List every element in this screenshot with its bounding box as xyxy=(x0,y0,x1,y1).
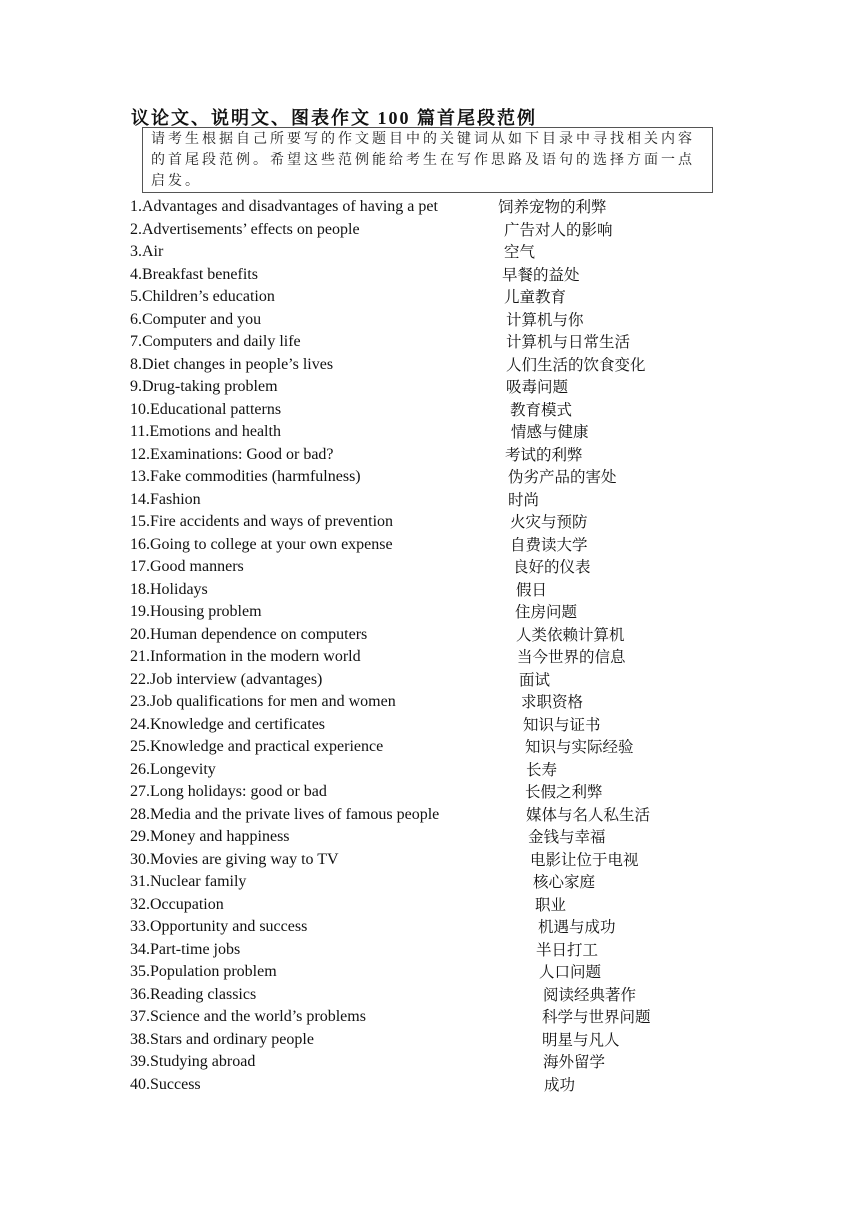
topic-chinese: 海外留学 xyxy=(543,1053,606,1071)
topic-english: 3.Air xyxy=(130,243,164,260)
topic-english: 15.Fire accidents and ways of prevention xyxy=(130,513,394,530)
list-item xyxy=(130,759,850,782)
topic-english: 12.Examinations: Good or bad? xyxy=(130,445,334,463)
topic-english: 6.Computer and you xyxy=(130,310,262,328)
topic-chinese: 早餐的益处 xyxy=(502,265,580,284)
list-item xyxy=(130,601,850,624)
topic-english: 32.Occupation xyxy=(130,895,224,913)
topic-chinese: 儿童教育 xyxy=(504,288,567,306)
topic-english: 35.Population problem xyxy=(130,963,277,980)
topic-english: 5.Children’s education xyxy=(130,288,275,305)
topic-english: 30.Movies are giving way to TV xyxy=(130,850,339,868)
topic-chinese: 火灾与预防 xyxy=(510,513,588,531)
topic-chinese: 空气 xyxy=(504,243,536,261)
list-item xyxy=(130,1051,850,1074)
topic-chinese: 良好的仪表 xyxy=(513,558,591,576)
list-item xyxy=(130,691,850,714)
list-item xyxy=(130,579,850,602)
list-item xyxy=(130,196,850,219)
list-item xyxy=(130,489,850,512)
list-item xyxy=(130,781,850,804)
topic-english: 36.Reading classics xyxy=(130,985,257,1003)
topic-chinese: 核心家庭 xyxy=(533,873,596,891)
topic-english: 2.Advertisements’ effects on people xyxy=(130,220,360,238)
list-item xyxy=(130,939,850,962)
list-item xyxy=(130,849,850,872)
topic-chinese: 情感与健康 xyxy=(511,423,589,441)
list-item xyxy=(130,241,850,264)
topic-chinese: 成功 xyxy=(544,1075,576,1094)
topic-english: 38.Stars and ordinary people xyxy=(130,1030,314,1048)
topic-chinese: 考试的利弊 xyxy=(505,445,583,464)
topic-english: 20.Human dependence on computers xyxy=(130,625,368,643)
topic-chinese: 吸毒问题 xyxy=(506,378,569,396)
list-item xyxy=(130,354,850,377)
topic-chinese: 知识与证书 xyxy=(523,715,601,734)
list-item xyxy=(130,264,850,287)
list-item xyxy=(130,714,850,737)
topic-chinese: 人口问题 xyxy=(539,963,602,981)
topic-chinese: 阅读经典著作 xyxy=(543,985,637,1004)
topic-chinese: 金钱与幸福 xyxy=(528,828,606,846)
topic-chinese: 时尚 xyxy=(508,490,540,509)
topic-english: 39.Studying abroad xyxy=(130,1053,256,1070)
topic-chinese: 面试 xyxy=(519,670,551,689)
topic-english: 13.Fake commodities (harmfulness) xyxy=(130,468,361,485)
topic-chinese: 教育模式 xyxy=(510,400,573,419)
topic-chinese: 职业 xyxy=(535,895,567,914)
topic-chinese: 电影让位于电视 xyxy=(530,850,639,869)
list-item xyxy=(130,1029,850,1052)
topic-english: 17.Good manners xyxy=(130,558,244,575)
topic-english: 10.Educational patterns xyxy=(130,400,282,418)
topic-chinese: 人类依赖计算机 xyxy=(516,625,625,644)
topic-chinese: 广告对人的影响 xyxy=(504,220,613,239)
topic-english: 18.Holidays xyxy=(130,580,208,598)
list-item xyxy=(130,646,850,669)
topic-chinese: 机遇与成功 xyxy=(538,918,616,936)
list-item xyxy=(130,444,850,467)
list-item xyxy=(130,624,850,647)
list-item xyxy=(130,871,850,894)
topic-chinese: 人们生活的饮食变化 xyxy=(506,355,646,374)
list-item xyxy=(130,961,850,984)
topic-english: 23.Job qualifications for men and women xyxy=(130,693,396,710)
list-item xyxy=(130,556,850,579)
list-item xyxy=(130,421,850,444)
topic-english: 21.Information in the modern world xyxy=(130,648,361,665)
list-item xyxy=(130,804,850,827)
list-item xyxy=(130,984,850,1007)
topic-english: 33.Opportunity and success xyxy=(130,918,308,935)
topic-english: 26.Longevity xyxy=(130,760,216,778)
list-item xyxy=(130,376,850,399)
topic-english: 14.Fashion xyxy=(130,490,201,508)
topic-chinese: 计算机与你 xyxy=(506,310,584,329)
topic-chinese: 求职资格 xyxy=(521,693,584,711)
topic-english: 34.Part-time jobs xyxy=(130,940,241,958)
topic-chinese: 饲养宠物的利弊 xyxy=(498,198,607,216)
topic-english: 25.Knowledge and practical experience xyxy=(130,738,384,755)
topic-list xyxy=(130,196,850,1096)
list-item xyxy=(130,534,850,557)
topic-english: 28.Media and the private lives of famous people xyxy=(130,805,440,823)
topic-chinese: 半日打工 xyxy=(536,940,599,959)
topic-english: 40.Success xyxy=(130,1075,201,1093)
topic-chinese: 长寿 xyxy=(526,760,558,779)
topic-chinese: 明星与凡人 xyxy=(542,1030,620,1049)
topic-chinese: 长假之利弊 xyxy=(525,783,603,801)
topic-english: 4.Breakfast benefits xyxy=(130,265,258,283)
list-item xyxy=(130,331,850,354)
topic-chinese: 自费读大学 xyxy=(510,535,588,554)
list-item xyxy=(130,894,850,917)
topic-english: 8.Diet changes in people’s lives xyxy=(130,355,334,373)
topic-chinese: 知识与实际经验 xyxy=(525,738,634,756)
topic-chinese: 伪劣产品的害处 xyxy=(508,468,617,486)
topic-chinese: 住房问题 xyxy=(515,603,578,621)
list-item xyxy=(130,286,850,309)
topic-chinese: 当今世界的信息 xyxy=(517,648,626,666)
list-item xyxy=(130,736,850,759)
topic-english: 19.Housing problem xyxy=(130,603,262,620)
topic-english: 16.Going to college at your own expense xyxy=(130,535,393,553)
topic-english: 24.Knowledge and certificates xyxy=(130,715,326,733)
topic-chinese: 假日 xyxy=(516,580,548,599)
topic-english: 11.Emotions and health xyxy=(130,423,281,440)
list-item xyxy=(130,399,850,422)
list-item xyxy=(130,916,850,939)
topic-english: 37.Science and the world’s problems xyxy=(130,1008,366,1025)
topic-english: 22.Job interview (advantages) xyxy=(130,670,323,688)
topic-english: 27.Long holidays: good or bad xyxy=(130,783,327,800)
instruction-box: 请考生根据自己所要写的作文题目中的关键词从如下目录中寻找相关内容的首尾段范例。希望这些范例能给考生在写作思路及语句的选择方面一点启发。 xyxy=(142,127,713,193)
list-item xyxy=(130,219,850,242)
list-item xyxy=(130,669,850,692)
topic-english: 29.Money and happiness xyxy=(130,828,290,845)
page-title: 议论文、说明文、图表作文 100 篇首尾段范例 xyxy=(131,108,537,128)
topic-english: 1.Advantages and disadvantages of having a pet xyxy=(130,198,438,215)
list-item xyxy=(130,511,850,534)
list-item xyxy=(130,466,850,489)
topic-english: 9.Drug-taking problem xyxy=(130,378,278,395)
topic-english: 31.Nuclear family xyxy=(130,873,247,890)
topic-english: 7.Computers and daily life xyxy=(130,333,301,350)
topic-chinese: 科学与世界问题 xyxy=(542,1008,651,1026)
list-item xyxy=(130,309,850,332)
list-item xyxy=(130,1006,850,1029)
list-item xyxy=(130,1074,850,1097)
topic-chinese: 计算机与日常生活 xyxy=(506,333,631,351)
topic-chinese: 媒体与名人私生活 xyxy=(526,805,651,824)
list-item xyxy=(130,826,850,849)
